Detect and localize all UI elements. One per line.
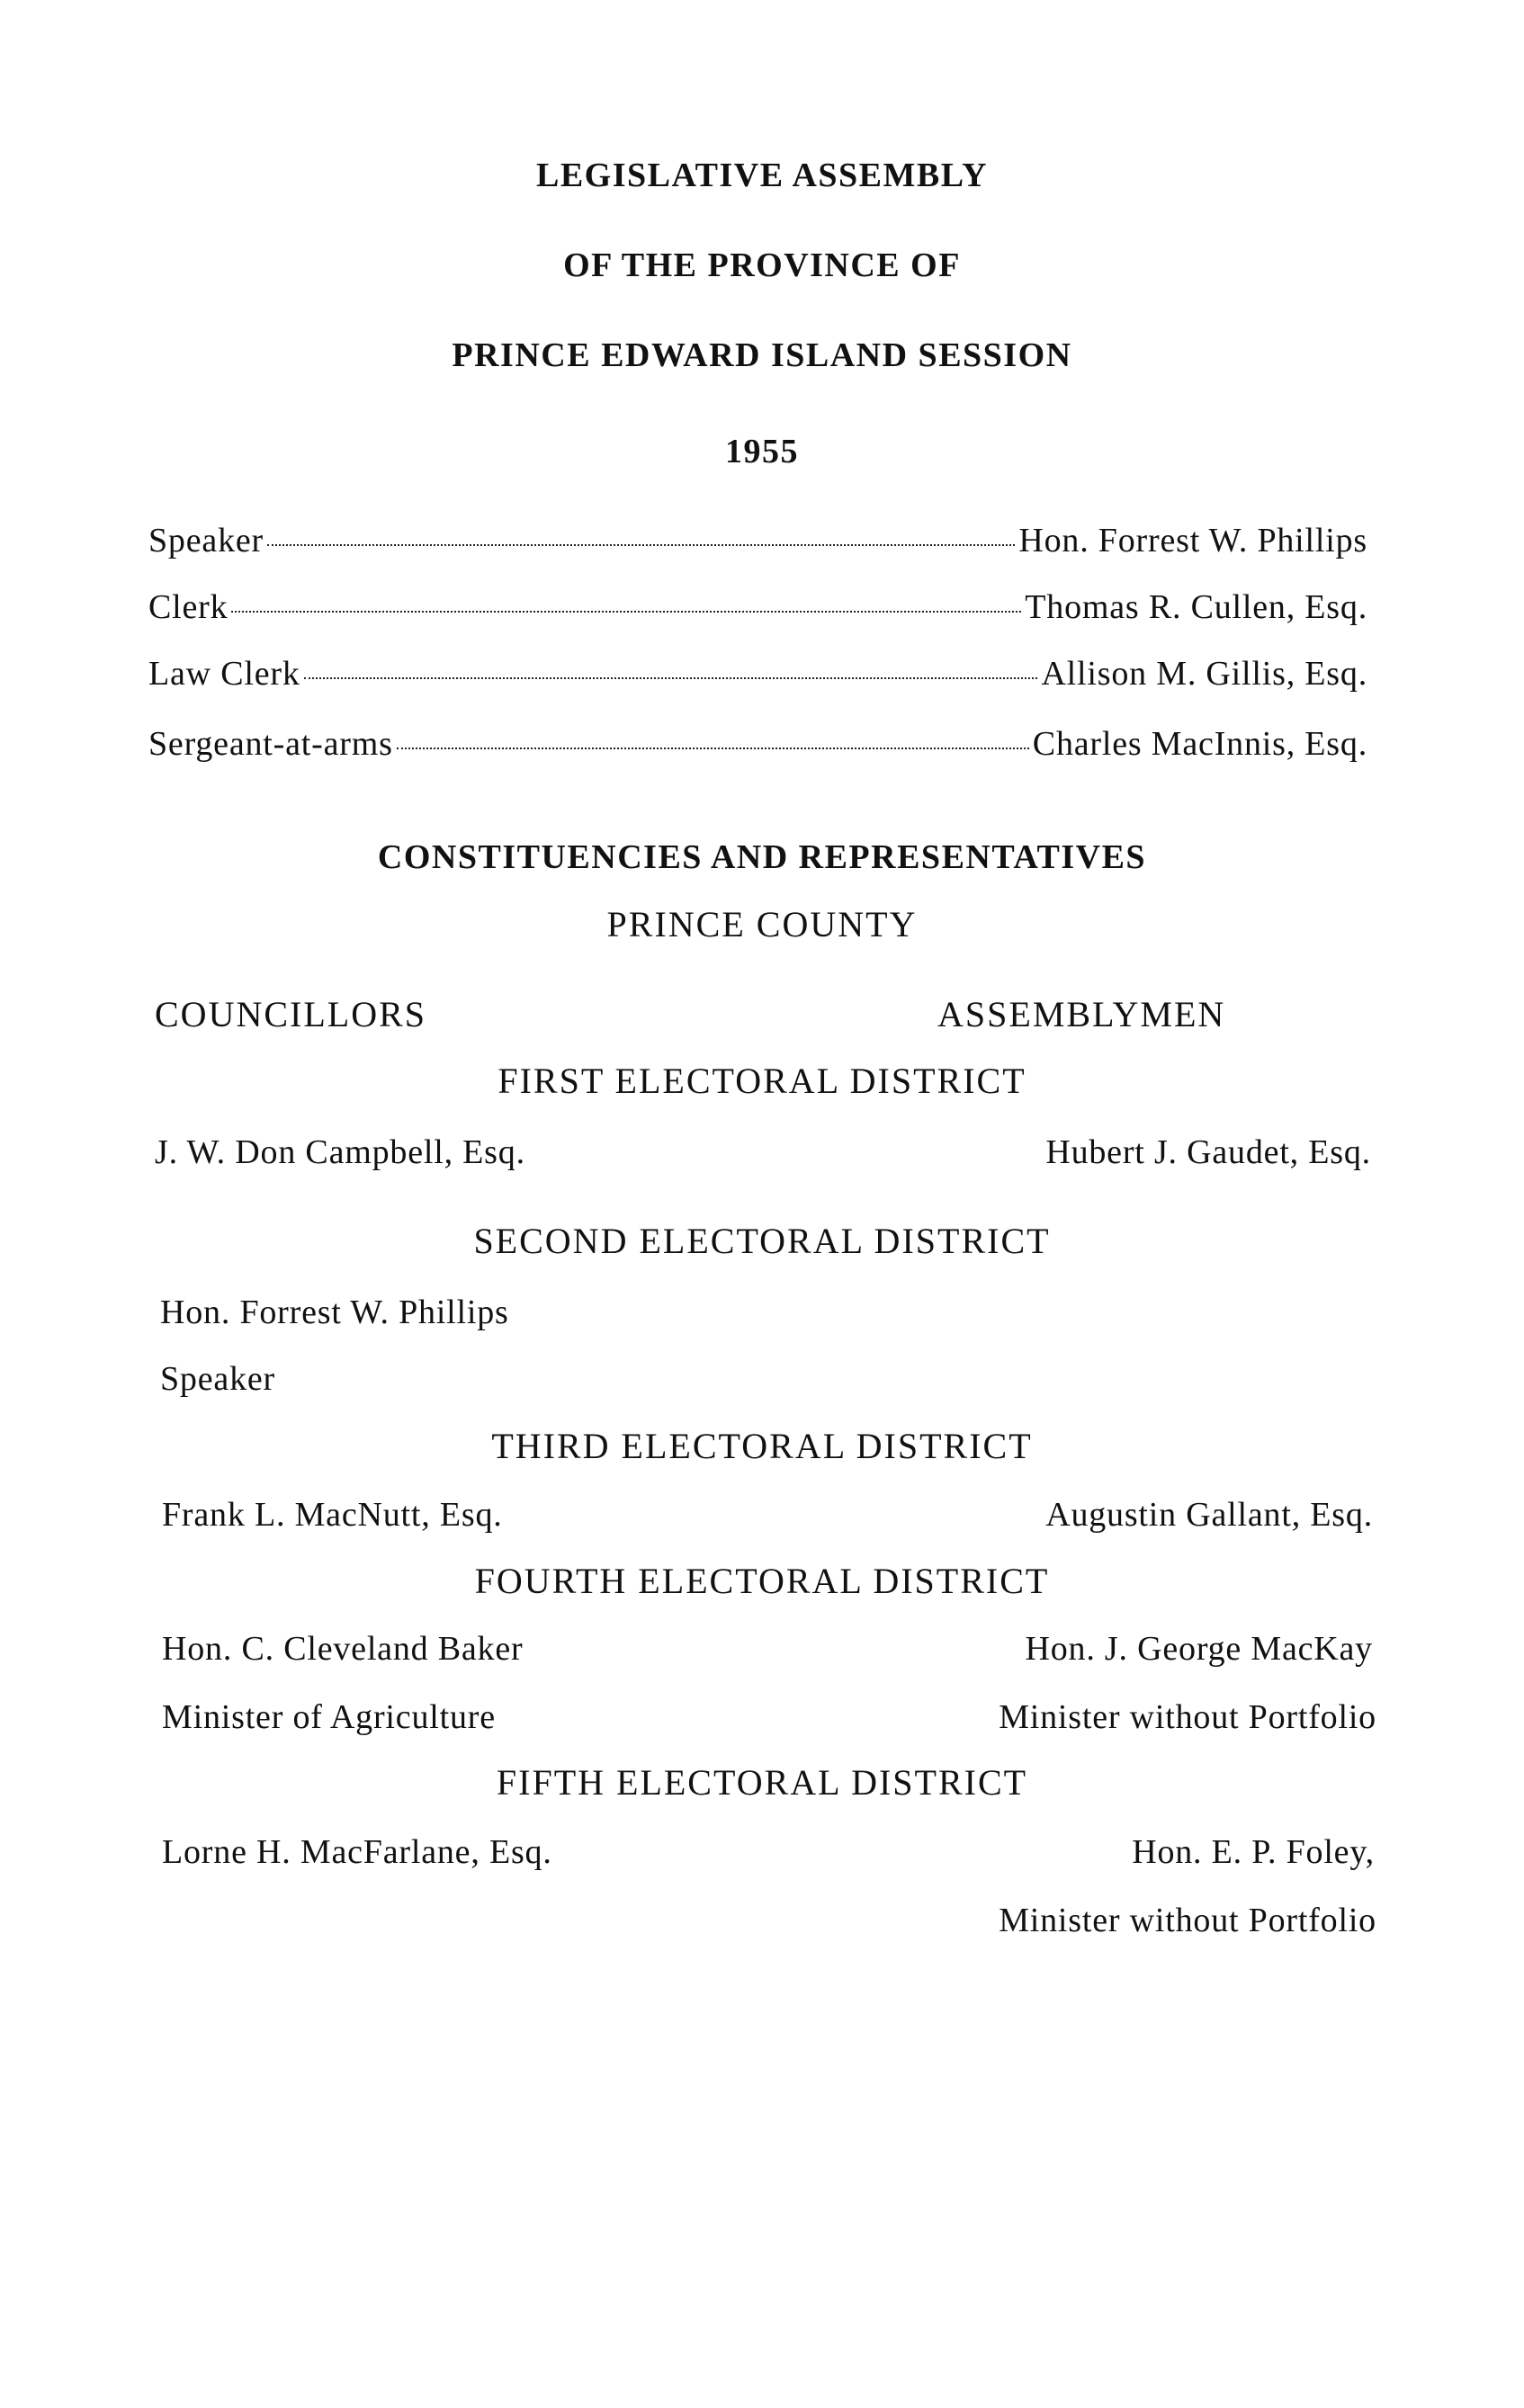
dot-leader: [231, 611, 1021, 613]
councillor-name: Frank L. MacNutt, Esq.: [162, 1496, 503, 1534]
assemblyman-name: Hon. J. George MacKay: [1025, 1630, 1373, 1668]
assemblyman-name: Hon. E. P. Foley,: [1132, 1833, 1375, 1871]
dot-leader: [397, 747, 1029, 749]
officer-title: Speaker: [148, 522, 264, 559]
councillors-column-header: COUNCILLORS: [155, 994, 427, 1034]
officer-row-law-clerk: [148, 657, 1367, 700]
heading-line-1: LEGISLATIVE ASSEMBLY: [535, 157, 989, 194]
councillor-role: Minister of Agriculture: [162, 1698, 496, 1736]
officer-name: Thomas R. Cullen, Esq.: [1025, 588, 1367, 626]
session-year: 1955: [725, 433, 799, 470]
district-title: FOURTH ELECTORAL DISTRICT: [474, 1561, 1050, 1601]
councillor-name: J. W. Don Campbell, Esq.: [155, 1133, 525, 1171]
assemblyman-name: Hubert J. Gaudet, Esq.: [1045, 1133, 1371, 1171]
county-title: PRINCE COUNTY: [606, 904, 918, 944]
officer-name: Hon. Forrest W. Phillips: [1018, 522, 1367, 559]
district-title: SECOND ELECTORAL DISTRICT: [473, 1221, 1051, 1261]
officer-row-sergeant-at-arms: [148, 727, 1367, 770]
councillor-name: Hon. Forrest W. Phillips: [160, 1294, 509, 1331]
assemblyman-name: Augustin Gallant, Esq.: [1045, 1496, 1373, 1534]
district-title: THIRD ELECTORAL DISTRICT: [491, 1426, 1033, 1466]
councillor-role: Speaker: [160, 1360, 275, 1398]
dot-leader: [267, 544, 1015, 546]
district-title: FIRST ELECTORAL DISTRICT: [498, 1061, 1026, 1101]
councillor-name: Lorne H. MacFarlane, Esq.: [162, 1833, 552, 1871]
assemblyman-role: Minister without Portfolio: [999, 1698, 1376, 1736]
district-title: FIFTH ELECTORAL DISTRICT: [496, 1762, 1028, 1803]
assemblyman-role: Minister without Portfolio: [999, 1902, 1376, 1939]
section-title: CONSTITUENCIES AND REPRESENTATIVES: [377, 838, 1147, 876]
officer-title: Clerk: [148, 588, 229, 626]
assemblymen-column-header: ASSEMBLYMEN: [937, 994, 1226, 1034]
heading-line-3: PRINCE EDWARD ISLAND SESSION: [452, 336, 1072, 374]
officer-row-clerk: [148, 590, 1367, 633]
dot-leader: [304, 677, 1038, 679]
officer-row-speaker: [148, 524, 1367, 567]
officer-name: Charles MacInnis, Esq.: [1032, 725, 1367, 763]
heading-line-2: OF THE PROVINCE OF: [563, 246, 961, 284]
officer-name: Allison M. Gillis, Esq.: [1041, 655, 1367, 693]
councillor-name: Hon. C. Cleveland Baker: [162, 1630, 524, 1668]
officer-title: Sergeant-at-arms: [148, 725, 393, 763]
officer-title: Law Clerk: [148, 655, 300, 693]
